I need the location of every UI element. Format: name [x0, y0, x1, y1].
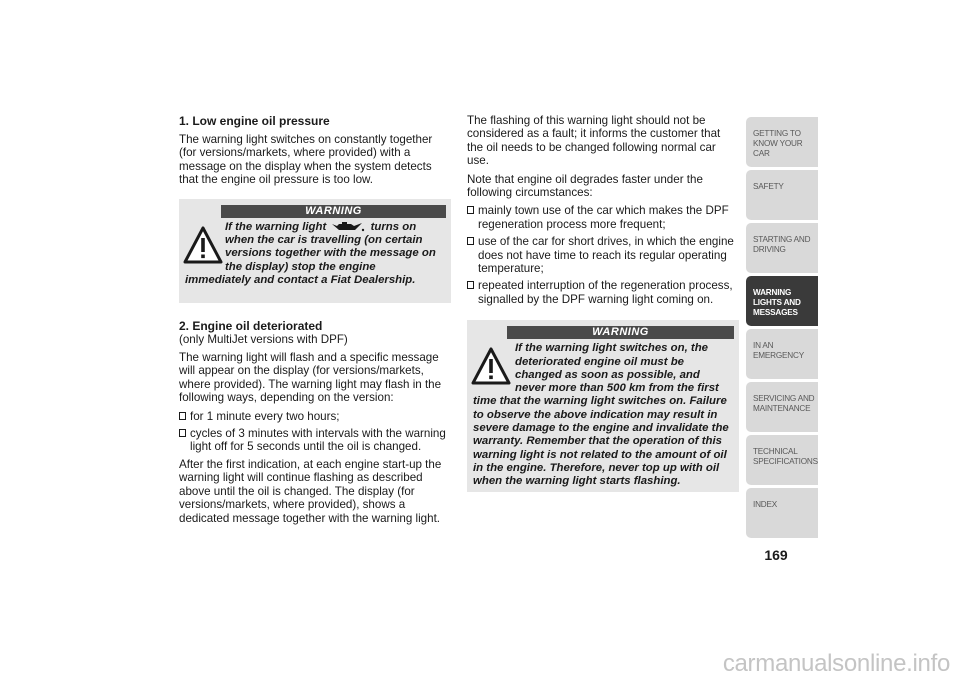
- paragraph: Note that engine oil degrades faster under the following circumstances:: [467, 172, 703, 200]
- paragraph: The warning light switches on constantly together (for versions/markets, where provided) with a message on the display when the system detects that the engine oil pressure is too low.: [179, 133, 433, 187]
- checkbox-bullet-icon: [467, 237, 474, 245]
- list-item-text: cycles of 3 minutes with intervals with the warning light off for 5 seconds until the oil is changed.: [190, 427, 446, 454]
- tab-safety[interactable]: SAFETY: [746, 170, 818, 220]
- oil-can-icon: [331, 221, 365, 232]
- left-column: [179, 114, 451, 530]
- list-item: [467, 204, 739, 231]
- section-subtitle: (only MultiJet versions with DPF): [179, 332, 348, 346]
- paragraph: The warning light will flash and a specific message will appear on the display (for versions/markets, where provided). The warning light may flash in the following ways, depending on the version:: [179, 351, 442, 405]
- paragraph: After the first indication, at each engine start-up the warning light will continue flashing as described above until the oil is changed. The display (for versions/markets, where provided), shows a dedicated message together with the warning light.: [179, 457, 442, 525]
- paragraph: The flashing of this warning light should not be considered as a fault; it informs the customer that the oil needs to be changed following normal car use.: [467, 114, 721, 168]
- warning-triangle-icon: [183, 225, 223, 265]
- section-title-oil-deteriorated: 2. Engine oil deteriorated: [179, 318, 323, 333]
- warning-box: [467, 320, 739, 492]
- warning-text-before-icon: If the warning light: [225, 220, 327, 233]
- list-item: [179, 427, 451, 454]
- warning-text-after-icon: turns on when the car is travelling (on certain versions together with the message on the display) stop the engine immediately and contact a Fiat Dealership.: [185, 220, 436, 286]
- list-item-text: repeated interruption of the regeneration process, signalled by the DPF warning light coming on.: [478, 279, 733, 306]
- tab-in-an-emergency[interactable]: IN AN EMERGENCY: [746, 329, 818, 379]
- checkbox-bullet-icon: [179, 429, 186, 437]
- list-item: [467, 279, 739, 306]
- warning-text: [473, 320, 731, 488]
- tab-starting-and-driving[interactable]: STARTING AND DRIVING: [746, 223, 818, 273]
- list-item-text: use of the car for short drives, in which the engine does not have time to reach its regular operating temperature;: [478, 235, 734, 276]
- tab-technical-specifications[interactable]: TECHNICAL SPECIFICATIONS: [746, 435, 818, 485]
- section-title-low-oil-pressure: 1. Low engine oil pressure: [179, 114, 330, 128]
- list-item-text: for 1 minute every two hours;: [190, 409, 340, 423]
- page-number: 169: [764, 547, 788, 563]
- checkbox-bullet-icon: [179, 412, 186, 420]
- tab-index[interactable]: INDEX: [746, 488, 818, 538]
- tab-servicing-and-maintenance[interactable]: SERVICING AND MAINTENANCE: [746, 382, 818, 432]
- checkbox-bullet-icon: [467, 206, 474, 214]
- watermark: carmanualsonline.info: [722, 650, 950, 677]
- warning-triangle-icon: [471, 346, 511, 386]
- warning-box: [179, 199, 451, 303]
- tab-warning-lights-and-messages[interactable]: WARNING LIGHTS AND MESSAGES: [746, 276, 818, 326]
- list-item: [467, 235, 739, 275]
- right-column: [467, 114, 739, 492]
- list-item-text: mainly town use of the car which makes the DPF regeneration process more frequent;: [478, 204, 729, 231]
- list-item: [179, 410, 451, 423]
- warning-body: If the warning light switches on, the deteriorated engine oil must be changed as soon as possible, and never more than 500 km from the first time that the warning light switches on. Failure to observe the above indication may result in severe damage to the engine and invalidate the warranty. Remember that the operation of this warning light is not related to the amount of oil in the engine. Therefore, never top up with oil when the warning light starts flashing.: [473, 342, 729, 488]
- warning-heading: WARNING: [221, 205, 446, 218]
- tab-getting-to-know-your-car[interactable]: GETTING TO KNOW YOUR CAR: [746, 117, 818, 167]
- checkbox-bullet-icon: [467, 281, 474, 289]
- warning-heading: WARNING: [507, 326, 734, 339]
